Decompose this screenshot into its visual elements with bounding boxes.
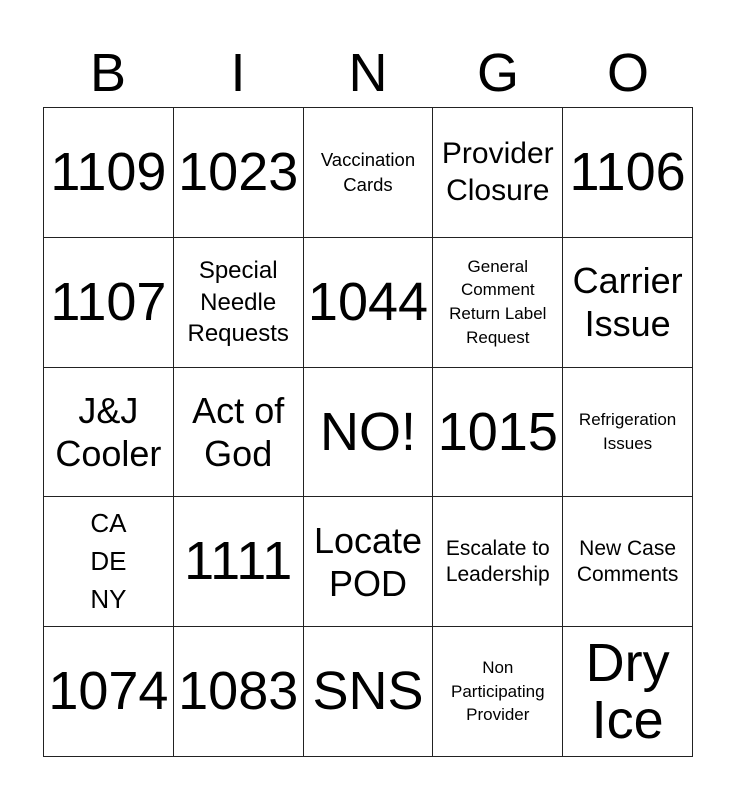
bingo-header xyxy=(43,40,693,106)
header-letter-n: N xyxy=(348,43,388,103)
bingo-cell[interactable]: Locate POD xyxy=(304,497,434,627)
bingo-board xyxy=(43,107,693,757)
bingo-cell[interactable]: SNS xyxy=(304,627,434,757)
bingo-cell[interactable]: 1044 xyxy=(304,238,434,368)
bingo-cell[interactable]: 1074 xyxy=(44,627,174,757)
bingo-cell[interactable]: 1106 xyxy=(563,108,693,238)
bingo-cell[interactable]: 1015 xyxy=(433,368,563,498)
bingo-cell[interactable]: J&J Cooler xyxy=(44,368,174,498)
bingo-cell[interactable]: Non Participating Provider xyxy=(433,627,563,757)
header-letter-g: G xyxy=(476,43,519,103)
bingo-cell[interactable]: Special Needle Requests xyxy=(174,238,304,368)
bingo-cell[interactable]: Provider Closure xyxy=(433,108,563,238)
bingo-cell[interactable]: Vaccination Cards xyxy=(304,108,434,238)
bingo-cell[interactable]: General Comment Return Label Request xyxy=(433,238,563,368)
bingo-cell[interactable]: 1109 xyxy=(44,108,174,238)
bingo-cell[interactable]: Refrigeration Issues xyxy=(563,368,693,498)
bingo-cell[interactable]: 1111 xyxy=(174,497,304,627)
bingo-cell[interactable]: Carrier Issue xyxy=(563,238,693,368)
bingo-cell-free[interactable]: NO! xyxy=(304,368,434,498)
header-letter-o: O xyxy=(606,43,649,103)
bingo-cell[interactable]: 1023 xyxy=(174,108,304,238)
bingo-cell[interactable]: CA DE NY xyxy=(44,497,174,627)
bingo-cell[interactable]: Act of God xyxy=(174,368,304,498)
bingo-cell[interactable]: New Case Comments xyxy=(563,497,693,627)
bingo-cell[interactable]: 1083 xyxy=(174,627,304,757)
bingo-cell[interactable]: Escalate to Leadership xyxy=(433,497,563,627)
bingo-cell[interactable]: Dry Ice xyxy=(563,627,693,757)
bingo-cell[interactable]: 1107 xyxy=(44,238,174,368)
header-letter-b: B xyxy=(89,43,127,103)
header-letter-i: I xyxy=(230,43,246,103)
